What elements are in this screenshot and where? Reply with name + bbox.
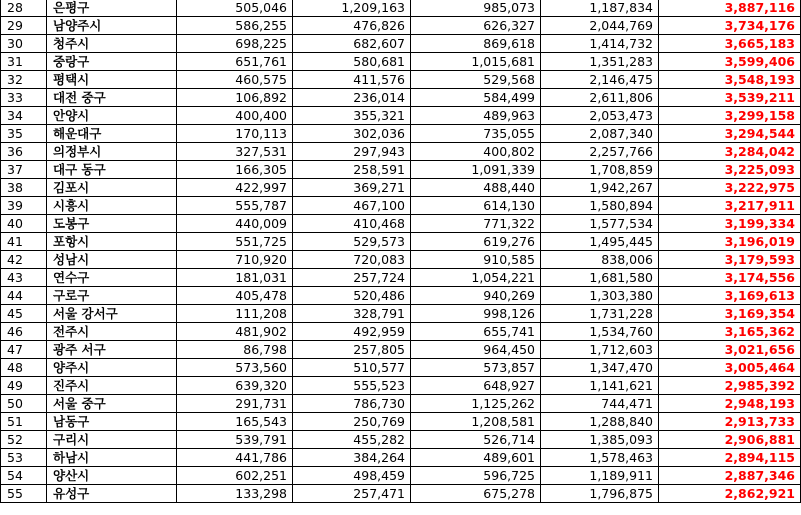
value-col-2-cell[interactable]: 257,471 (293, 485, 411, 503)
rank-cell[interactable]: 36 (1, 143, 47, 161)
table-row (1, 341, 801, 359)
rank-cell[interactable]: 30 (1, 35, 47, 53)
value-col-2-cell[interactable]: 328,791 (293, 305, 411, 323)
value-col-4-cell[interactable]: 1,351,283 (541, 53, 659, 71)
region-name-cell[interactable]: 양주시 (47, 359, 177, 377)
value-col-2-cell[interactable]: 258,591 (293, 161, 411, 179)
rank-cell[interactable]: 55 (1, 485, 47, 503)
region-name-cell[interactable]: 도봉구 (47, 215, 177, 233)
region-name-cell[interactable]: 서울 강서구 (47, 305, 177, 323)
value-col-1-cell[interactable]: 291,731 (177, 395, 293, 413)
value-col-1-cell[interactable]: 111,208 (177, 305, 293, 323)
region-name-cell[interactable]: 대전 중구 (47, 89, 177, 107)
total-cell[interactable]: 3,199,334 (659, 215, 801, 233)
value-col-4-cell[interactable]: 2,146,475 (541, 71, 659, 89)
value-col-2-cell[interactable]: 720,083 (293, 251, 411, 269)
total-cell[interactable]: 3,169,613 (659, 287, 801, 305)
value-col-3-cell[interactable]: 998,126 (411, 305, 541, 323)
value-col-2-cell[interactable]: 498,459 (293, 467, 411, 485)
total-cell[interactable]: 2,887,346 (659, 467, 801, 485)
total-cell[interactable]: 3,225,093 (659, 161, 801, 179)
rank-cell[interactable]: 31 (1, 53, 47, 71)
table-row (1, 359, 801, 377)
value-col-1-cell[interactable]: 86,798 (177, 341, 293, 359)
rank-cell[interactable]: 42 (1, 251, 47, 269)
total-cell[interactable]: 3,217,911 (659, 197, 801, 215)
value-col-2-cell[interactable]: 297,943 (293, 143, 411, 161)
rank-cell[interactable]: 50 (1, 395, 47, 413)
rank-cell[interactable]: 38 (1, 179, 47, 197)
value-col-1-cell[interactable]: 710,920 (177, 251, 293, 269)
table-row (1, 467, 801, 485)
value-col-1-cell[interactable]: 651,761 (177, 53, 293, 71)
rank-cell[interactable]: 54 (1, 467, 47, 485)
value-col-4-cell[interactable]: 1,347,470 (541, 359, 659, 377)
total-cell[interactable]: 3,299,158 (659, 107, 801, 125)
region-name-cell[interactable]: 남양주시 (47, 17, 177, 35)
total-cell[interactable]: 3,165,362 (659, 323, 801, 341)
value-col-4-cell[interactable]: 1,708,859 (541, 161, 659, 179)
value-col-2-cell[interactable]: 369,271 (293, 179, 411, 197)
table-row (1, 0, 801, 17)
rank-cell[interactable]: 34 (1, 107, 47, 125)
total-cell[interactable]: 3,222,975 (659, 179, 801, 197)
table-row (1, 485, 801, 503)
value-col-1-cell[interactable]: 165,543 (177, 413, 293, 431)
value-col-2-cell[interactable]: 250,769 (293, 413, 411, 431)
value-col-1-cell[interactable]: 133,298 (177, 485, 293, 503)
region-name-cell[interactable]: 남동구 (47, 413, 177, 431)
value-col-1-cell[interactable]: 460,575 (177, 71, 293, 89)
value-col-4-cell[interactable]: 1,414,732 (541, 35, 659, 53)
value-col-3-cell[interactable]: 400,802 (411, 143, 541, 161)
value-col-1-cell[interactable]: 602,251 (177, 467, 293, 485)
value-col-3-cell[interactable]: 619,276 (411, 233, 541, 251)
total-cell[interactable]: 3,539,211 (659, 89, 801, 107)
value-col-1-cell[interactable]: 539,791 (177, 431, 293, 449)
value-col-4-cell[interactable]: 1,141,621 (541, 377, 659, 395)
region-name-cell[interactable]: 구로구 (47, 287, 177, 305)
table-row (1, 215, 801, 233)
value-col-1-cell[interactable]: 505,046 (177, 0, 293, 17)
total-cell[interactable]: 3,179,593 (659, 251, 801, 269)
total-cell[interactable]: 3,021,656 (659, 341, 801, 359)
value-col-4-cell[interactable]: 1,288,840 (541, 413, 659, 431)
table-row (1, 197, 801, 215)
value-col-3-cell[interactable]: 1,054,221 (411, 269, 541, 287)
value-col-2-cell[interactable]: 476,826 (293, 17, 411, 35)
value-col-3-cell[interactable]: 573,857 (411, 359, 541, 377)
total-cell[interactable]: 3,734,176 (659, 17, 801, 35)
value-col-2-cell[interactable]: 257,724 (293, 269, 411, 287)
value-col-1-cell[interactable]: 698,225 (177, 35, 293, 53)
table-row (1, 143, 801, 161)
value-col-3-cell[interactable]: 596,725 (411, 467, 541, 485)
value-col-2-cell[interactable]: 580,681 (293, 53, 411, 71)
table-row (1, 431, 801, 449)
value-col-4-cell[interactable]: 1,577,534 (541, 215, 659, 233)
value-col-3-cell[interactable]: 488,440 (411, 179, 541, 197)
region-name-cell[interactable]: 평택시 (47, 71, 177, 89)
region-name-cell[interactable]: 해운대구 (47, 125, 177, 143)
value-col-3-cell[interactable]: 626,327 (411, 17, 541, 35)
value-col-2-cell[interactable]: 355,321 (293, 107, 411, 125)
value-col-4-cell[interactable]: 2,053,473 (541, 107, 659, 125)
value-col-2-cell[interactable]: 302,036 (293, 125, 411, 143)
value-col-2-cell[interactable]: 510,577 (293, 359, 411, 377)
value-col-2-cell[interactable]: 411,576 (293, 71, 411, 89)
value-col-3-cell[interactable]: 771,322 (411, 215, 541, 233)
value-col-4-cell[interactable]: 1,580,894 (541, 197, 659, 215)
rank-cell[interactable]: 51 (1, 413, 47, 431)
value-col-3-cell[interactable]: 940,269 (411, 287, 541, 305)
total-cell[interactable]: 3,174,556 (659, 269, 801, 287)
value-col-2-cell[interactable]: 455,282 (293, 431, 411, 449)
table-row (1, 161, 801, 179)
value-col-4-cell[interactable]: 1,942,267 (541, 179, 659, 197)
value-col-2-cell[interactable]: 236,014 (293, 89, 411, 107)
table-row (1, 107, 801, 125)
rank-cell[interactable]: 44 (1, 287, 47, 305)
value-col-3-cell[interactable]: 1,208,581 (411, 413, 541, 431)
value-col-1-cell[interactable]: 440,009 (177, 215, 293, 233)
value-col-3-cell[interactable]: 869,618 (411, 35, 541, 53)
value-col-2-cell[interactable]: 384,264 (293, 449, 411, 467)
value-col-3-cell[interactable]: 489,963 (411, 107, 541, 125)
value-col-2-cell[interactable]: 492,959 (293, 323, 411, 341)
value-col-3-cell[interactable]: 648,927 (411, 377, 541, 395)
region-name-cell[interactable]: 양산시 (47, 467, 177, 485)
value-col-3-cell[interactable]: 1,125,262 (411, 395, 541, 413)
region-name-cell[interactable]: 구리시 (47, 431, 177, 449)
value-col-2-cell[interactable]: 682,607 (293, 35, 411, 53)
table-row (1, 53, 801, 71)
table-row (1, 305, 801, 323)
value-col-1-cell[interactable]: 327,531 (177, 143, 293, 161)
value-col-1-cell[interactable]: 400,400 (177, 107, 293, 125)
value-col-4-cell[interactable]: 2,611,806 (541, 89, 659, 107)
value-col-4-cell[interactable]: 1,303,380 (541, 287, 659, 305)
total-cell[interactable]: 2,913,733 (659, 413, 801, 431)
region-name-cell[interactable]: 서울 중구 (47, 395, 177, 413)
value-col-2-cell[interactable]: 520,486 (293, 287, 411, 305)
value-col-3-cell[interactable]: 489,601 (411, 449, 541, 467)
rank-cell[interactable]: 53 (1, 449, 47, 467)
region-name-cell[interactable]: 중랑구 (47, 53, 177, 71)
table-row (1, 179, 801, 197)
table-row (1, 323, 801, 341)
total-cell[interactable]: 3,169,354 (659, 305, 801, 323)
rank-cell[interactable]: 29 (1, 17, 47, 35)
total-cell[interactable]: 3,599,406 (659, 53, 801, 71)
value-col-4-cell[interactable]: 2,087,340 (541, 125, 659, 143)
value-col-1-cell[interactable]: 573,560 (177, 359, 293, 377)
value-col-1-cell[interactable]: 639,320 (177, 377, 293, 395)
rank-cell[interactable]: 40 (1, 215, 47, 233)
value-col-3-cell[interactable]: 985,073 (411, 0, 541, 17)
region-name-cell[interactable]: 대구 동구 (47, 161, 177, 179)
rank-cell[interactable]: 48 (1, 359, 47, 377)
table-row (1, 89, 801, 107)
total-cell[interactable]: 3,196,019 (659, 233, 801, 251)
value-col-1-cell[interactable]: 422,997 (177, 179, 293, 197)
table-row (1, 377, 801, 395)
table-row (1, 287, 801, 305)
value-col-1-cell[interactable]: 551,725 (177, 233, 293, 251)
value-col-4-cell[interactable]: 1,578,463 (541, 449, 659, 467)
value-col-1-cell[interactable]: 106,892 (177, 89, 293, 107)
total-cell[interactable]: 2,985,392 (659, 377, 801, 395)
region-name-cell[interactable]: 연수구 (47, 269, 177, 287)
value-col-4-cell[interactable]: 2,257,766 (541, 143, 659, 161)
table-row (1, 449, 801, 467)
region-name-cell[interactable]: 의정부시 (47, 143, 177, 161)
total-cell[interactable]: 2,906,881 (659, 431, 801, 449)
rank-cell[interactable]: 45 (1, 305, 47, 323)
value-col-4-cell[interactable]: 1,534,760 (541, 323, 659, 341)
total-cell[interactable]: 2,948,193 (659, 395, 801, 413)
value-col-2-cell[interactable]: 257,805 (293, 341, 411, 359)
region-name-cell[interactable]: 안양시 (47, 107, 177, 125)
value-col-4-cell[interactable]: 1,187,834 (541, 0, 659, 17)
value-col-1-cell[interactable]: 166,305 (177, 161, 293, 179)
rank-cell[interactable]: 49 (1, 377, 47, 395)
value-col-4-cell[interactable]: 1,712,603 (541, 341, 659, 359)
rank-cell[interactable]: 39 (1, 197, 47, 215)
rank-cell[interactable]: 41 (1, 233, 47, 251)
rank-cell[interactable]: 47 (1, 341, 47, 359)
value-col-3-cell[interactable]: 655,741 (411, 323, 541, 341)
value-col-3-cell[interactable]: 735,055 (411, 125, 541, 143)
table-row (1, 17, 801, 35)
value-col-2-cell[interactable]: 555,523 (293, 377, 411, 395)
total-cell[interactable]: 3,665,183 (659, 35, 801, 53)
value-col-4-cell[interactable]: 1,495,445 (541, 233, 659, 251)
region-name-cell[interactable]: 성남시 (47, 251, 177, 269)
value-col-1-cell[interactable]: 481,902 (177, 323, 293, 341)
total-cell[interactable]: 3,294,544 (659, 125, 801, 143)
value-col-4-cell[interactable]: 1,731,228 (541, 305, 659, 323)
value-col-4-cell[interactable]: 838,006 (541, 251, 659, 269)
value-col-4-cell[interactable]: 744,471 (541, 395, 659, 413)
region-name-cell[interactable]: 광주 서구 (47, 341, 177, 359)
rank-cell[interactable]: 37 (1, 161, 47, 179)
value-col-3-cell[interactable]: 964,450 (411, 341, 541, 359)
value-col-1-cell[interactable]: 181,031 (177, 269, 293, 287)
value-col-1-cell[interactable]: 555,787 (177, 197, 293, 215)
value-col-3-cell[interactable]: 910,585 (411, 251, 541, 269)
value-col-2-cell[interactable]: 467,100 (293, 197, 411, 215)
rank-cell[interactable]: 43 (1, 269, 47, 287)
table-row (1, 251, 801, 269)
table-row (1, 269, 801, 287)
table-row (1, 35, 801, 53)
table-row (1, 395, 801, 413)
value-col-4-cell[interactable]: 1,796,875 (541, 485, 659, 503)
value-col-4-cell[interactable]: 1,385,093 (541, 431, 659, 449)
rank-cell[interactable]: 32 (1, 71, 47, 89)
total-cell[interactable]: 3,548,193 (659, 71, 801, 89)
table-body (1, 0, 801, 503)
total-cell[interactable]: 3,887,116 (659, 0, 801, 17)
value-col-2-cell[interactable]: 786,730 (293, 395, 411, 413)
value-col-3-cell[interactable]: 614,130 (411, 197, 541, 215)
rank-cell[interactable]: 46 (1, 323, 47, 341)
value-col-4-cell[interactable]: 1,189,911 (541, 467, 659, 485)
value-col-3-cell[interactable]: 584,499 (411, 89, 541, 107)
rank-cell[interactable]: 33 (1, 89, 47, 107)
value-col-2-cell[interactable]: 529,573 (293, 233, 411, 251)
value-col-4-cell[interactable]: 1,681,580 (541, 269, 659, 287)
region-name-cell[interactable]: 진주시 (47, 377, 177, 395)
region-name-cell[interactable]: 시흥시 (47, 197, 177, 215)
value-col-1-cell[interactable]: 586,255 (177, 17, 293, 35)
rank-cell[interactable]: 35 (1, 125, 47, 143)
value-col-2-cell[interactable]: 410,468 (293, 215, 411, 233)
value-col-1-cell[interactable]: 170,113 (177, 125, 293, 143)
value-col-1-cell[interactable]: 405,478 (177, 287, 293, 305)
total-cell[interactable]: 3,005,464 (659, 359, 801, 377)
total-cell[interactable]: 2,894,115 (659, 449, 801, 467)
table-row (1, 413, 801, 431)
value-col-3-cell[interactable]: 529,568 (411, 71, 541, 89)
value-col-3-cell[interactable]: 1,015,681 (411, 53, 541, 71)
value-col-1-cell[interactable]: 441,786 (177, 449, 293, 467)
value-col-3-cell[interactable]: 1,091,339 (411, 161, 541, 179)
total-cell[interactable]: 3,284,042 (659, 143, 801, 161)
rank-cell[interactable]: 52 (1, 431, 47, 449)
region-name-cell[interactable]: 김포시 (47, 179, 177, 197)
value-col-3-cell[interactable]: 526,714 (411, 431, 541, 449)
region-name-cell[interactable]: 은평구 (47, 0, 177, 17)
region-name-cell[interactable]: 유성구 (47, 485, 177, 503)
value-col-4-cell[interactable]: 2,044,769 (541, 17, 659, 35)
total-cell[interactable]: 2,862,921 (659, 485, 801, 503)
region-name-cell[interactable]: 하남시 (47, 449, 177, 467)
value-col-3-cell[interactable]: 675,278 (411, 485, 541, 503)
table-row (1, 233, 801, 251)
region-name-cell[interactable]: 포항시 (47, 233, 177, 251)
table-row (1, 125, 801, 143)
rank-cell[interactable]: 28 (1, 0, 47, 17)
region-name-cell[interactable]: 청주시 (47, 35, 177, 53)
value-col-2-cell[interactable]: 1,209,163 (293, 0, 411, 17)
region-name-cell[interactable]: 전주시 (47, 323, 177, 341)
table-row (1, 71, 801, 89)
